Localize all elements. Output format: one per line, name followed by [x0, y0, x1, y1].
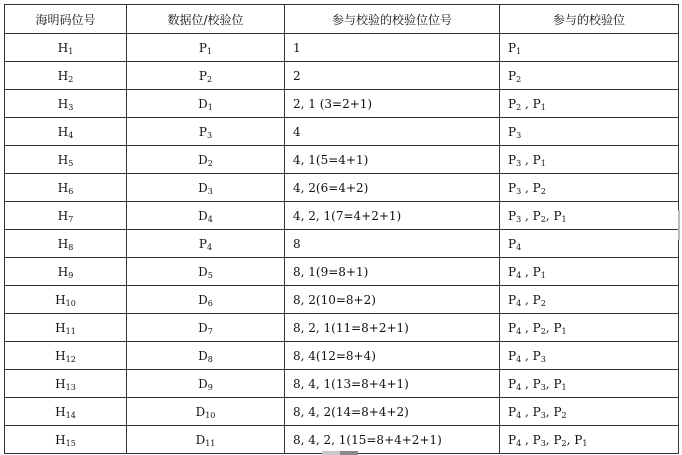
hamming-position-cell — [5, 146, 127, 174]
data-check-bit-cell-letter: D — [198, 264, 208, 279]
participating-checks-cell: $P_4$ , $P_3$, $P_2$, $P_1$ — [500, 426, 679, 454]
participating-positions-cell: 2, 1 (3=2+1) — [285, 90, 500, 118]
participating-checks-cell: $P_2$ , $P_1$ — [500, 90, 679, 118]
check-bit-index: 3 — [540, 382, 546, 392]
vertical-scrollbar-edge[interactable] — [678, 210, 680, 240]
check-bit-letter: P — [532, 152, 541, 167]
hamming-position-cell — [5, 286, 127, 314]
check-bit-index: 2 — [540, 214, 546, 224]
data-check-bit-cell — [127, 314, 285, 342]
hamming-position-cell — [5, 370, 127, 398]
data-check-bit-cell — [127, 258, 285, 286]
data-check-bit-cell-index: 10 — [205, 410, 216, 420]
check-bit-index: 1 — [561, 326, 567, 336]
hamming-position-cell — [5, 398, 127, 426]
check-bit-letter: P — [508, 320, 517, 335]
hamming-position-cell-index: 7 — [68, 214, 74, 224]
data-check-bit-cell — [127, 286, 285, 314]
check-bit-index: 3 — [516, 186, 522, 196]
participating-positions-cell: 4, 1(5=4+1) — [285, 146, 500, 174]
participating-positions-cell: 4 — [285, 118, 500, 146]
hamming-position-cell — [5, 118, 127, 146]
participating-checks-cell — [500, 118, 679, 146]
participating-positions-cell: 8, 4(12=8+4) — [285, 342, 500, 370]
hamming-position-cell — [5, 230, 127, 258]
table-row — [5, 286, 679, 314]
hamming-position-cell-letter: H — [57, 68, 69, 83]
check-bit-letter: P — [532, 208, 541, 223]
hamming-position-cell-letter: H — [57, 124, 69, 139]
hamming-position-cell — [5, 426, 127, 454]
table-row — [5, 62, 679, 90]
table-row — [5, 426, 679, 454]
header-hamming-position: 海明码位号 — [5, 5, 127, 34]
check-bit-letter: P — [532, 180, 541, 195]
table-row — [5, 202, 679, 230]
check-bit-index: 1 — [582, 438, 588, 448]
check-bit-letter: P — [508, 432, 517, 447]
hamming-position-cell-index: 2 — [68, 74, 74, 84]
hamming-position-cell-letter: H — [55, 292, 66, 307]
data-check-bit-cell-letter: P — [198, 124, 207, 139]
hamming-position-cell-index: 6 — [68, 186, 74, 196]
hamming-position-cell — [5, 342, 127, 370]
check-bit-index: 3 — [516, 214, 522, 224]
check-bit-index: 2 — [516, 102, 522, 112]
participating-positions-cell: 8, 4, 2(14=8+4+2) — [285, 398, 500, 426]
data-check-bit-cell-index: 8 — [207, 354, 213, 364]
data-check-bit-cell-letter: D — [195, 432, 206, 447]
table-row — [5, 230, 679, 258]
header-participating-checks: 参与的校验位 — [500, 5, 679, 34]
check-bit-letter: P — [532, 264, 541, 279]
hamming-position-cell-index: 13 — [65, 382, 76, 392]
check-bit-letter: P — [553, 208, 562, 223]
data-check-bit-cell — [127, 146, 285, 174]
check-bit-index: 2 — [561, 410, 567, 420]
hamming-position-cell-index: 9 — [68, 270, 74, 280]
check-bit-letter: P — [508, 236, 517, 251]
participating-positions-cell: 4, 2, 1(7=4+2+1) — [285, 202, 500, 230]
data-check-bit-cell — [127, 398, 285, 426]
check-bit-letter: P — [508, 40, 517, 55]
check-bit-letter: P — [508, 152, 517, 167]
check-bit-index: 1 — [561, 382, 567, 392]
data-check-bit-cell-letter: D — [198, 348, 208, 363]
data-check-bit-cell-letter: D — [195, 404, 206, 419]
check-bit-index: 4 — [516, 270, 522, 280]
check-bit-letter: P — [532, 292, 541, 307]
check-bit-index: 2 — [540, 326, 546, 336]
check-bit-index: 1 — [540, 270, 546, 280]
participating-positions-cell: 8, 4, 2, 1(15=8+4+2+1) — [285, 426, 500, 454]
data-check-bit-cell-letter: D — [198, 292, 208, 307]
data-check-bit-cell — [127, 62, 285, 90]
data-check-bit-cell — [127, 230, 285, 258]
hamming-position-cell-letter: H — [57, 96, 69, 111]
check-bit-index: 4 — [516, 242, 522, 252]
participating-checks-cell: $P_3$ , $P_2$, $P_1$ — [500, 202, 679, 230]
table-row — [5, 146, 679, 174]
participating-positions-cell: 8, 4, 1(13=8+4+1) — [285, 370, 500, 398]
hamming-position-cell-index: 10 — [65, 298, 76, 308]
check-bit-letter: P — [508, 208, 517, 223]
participating-checks-cell — [500, 230, 679, 258]
hamming-position-cell-letter: H — [57, 40, 69, 55]
participating-positions-cell: 8, 2, 1(11=8+2+1) — [285, 314, 500, 342]
participating-checks-cell — [500, 62, 679, 90]
data-check-bit-cell-letter: D — [198, 96, 208, 111]
hamming-position-cell-letter: H — [55, 376, 66, 391]
hamming-position-cell-letter: H — [57, 152, 69, 167]
data-check-bit-cell-index: 9 — [207, 382, 213, 392]
hamming-position-cell-index: 11 — [65, 326, 76, 336]
check-bit-index: 2 — [540, 186, 546, 196]
data-check-bit-cell-letter: D — [198, 376, 208, 391]
hamming-position-cell-letter: H — [57, 180, 69, 195]
data-check-bit-cell — [127, 342, 285, 370]
table-body — [5, 34, 679, 454]
header-row — [5, 5, 679, 34]
check-bit-letter: P — [508, 404, 517, 419]
data-check-bit-cell-index: 11 — [205, 438, 216, 448]
data-check-bit-cell — [127, 34, 285, 62]
check-bit-index: 3 — [540, 354, 546, 364]
participating-checks-cell: $P_4$ , $P_2$ — [500, 286, 679, 314]
check-bit-index: 1 — [540, 158, 546, 168]
participating-positions-cell: 2 — [285, 62, 500, 90]
table-row — [5, 174, 679, 202]
participating-positions-cell: 1 — [285, 34, 500, 62]
header-participating-positions: 参与校验的校验位位号 — [285, 5, 500, 34]
check-bit-index: 3 — [516, 158, 522, 168]
participating-checks-cell: $P_4$ , $P_1$ — [500, 258, 679, 286]
participating-positions-cell: 8, 1(9=8+1) — [285, 258, 500, 286]
table-row — [5, 398, 679, 426]
data-check-bit-cell-index: 2 — [206, 74, 213, 84]
hamming-position-cell-index: 3 — [68, 102, 74, 112]
check-bit-index: 1 — [540, 102, 546, 112]
data-check-bit-cell-letter: P — [198, 236, 207, 251]
check-bit-index: 2 — [561, 438, 567, 448]
hamming-position-cell — [5, 62, 127, 90]
check-bit-letter: P — [532, 432, 541, 447]
participating-positions-cell: 8 — [285, 230, 500, 258]
data-check-bit-cell — [127, 370, 285, 398]
check-bit-letter: P — [532, 96, 541, 111]
hamming-position-cell-index: 14 — [65, 410, 76, 420]
check-bit-letter: P — [508, 348, 517, 363]
hamming-table — [4, 4, 679, 454]
table-row — [5, 370, 679, 398]
check-bit-letter: P — [532, 376, 541, 391]
hamming-position-cell-letter: H — [55, 348, 66, 363]
data-check-bit-cell-index: 1 — [207, 102, 213, 112]
check-bit-letter: P — [553, 432, 562, 447]
data-check-bit-cell — [127, 118, 285, 146]
check-bit-letter: P — [508, 376, 517, 391]
check-bit-letter: P — [553, 320, 562, 335]
hamming-position-cell-letter: H — [57, 236, 69, 251]
check-bit-letter: P — [508, 180, 517, 195]
horizontal-scrollbar-handle[interactable] — [340, 451, 358, 455]
data-check-bit-cell-letter: D — [198, 208, 208, 223]
hamming-position-cell-letter: H — [55, 320, 66, 335]
header-data-check-bit: 数据位/校验位 — [127, 5, 285, 34]
data-check-bit-cell-index: 7 — [207, 326, 213, 336]
data-check-bit-cell — [127, 90, 285, 118]
data-check-bit-cell — [127, 426, 285, 454]
participating-checks-cell: $P_4$ , $P_3$, $P_1$ — [500, 370, 679, 398]
participating-checks-cell — [500, 34, 679, 62]
hamming-position-cell-letter: H — [55, 432, 66, 447]
data-check-bit-cell-letter: D — [198, 320, 208, 335]
check-bit-letter: P — [508, 68, 517, 83]
participating-checks-cell: $P_3$ , $P_1$ — [500, 146, 679, 174]
table-row — [5, 34, 679, 62]
hamming-position-cell — [5, 90, 127, 118]
hamming-position-cell-letter: H — [55, 404, 66, 419]
check-bit-letter: P — [508, 292, 517, 307]
data-check-bit-cell-index: 6 — [207, 298, 213, 308]
data-check-bit-cell-letter: P — [198, 40, 207, 55]
hamming-position-cell-index: 15 — [65, 438, 76, 448]
check-bit-index: 2 — [540, 298, 546, 308]
check-bit-index: 3 — [516, 130, 522, 140]
data-check-bit-cell-letter: P — [198, 68, 207, 83]
hamming-position-cell-letter: H — [57, 264, 69, 279]
participating-checks-cell: $P_4$ , $P_3$ — [500, 342, 679, 370]
data-check-bit-cell-index: 5 — [207, 270, 213, 280]
hamming-position-cell-index: 5 — [68, 158, 74, 168]
check-bit-index: 3 — [540, 438, 546, 448]
hamming-position-cell — [5, 258, 127, 286]
table-row — [5, 342, 679, 370]
participating-positions-cell: 4, 2(6=4+2) — [285, 174, 500, 202]
hamming-position-cell-index: 4 — [68, 130, 74, 140]
table-row — [5, 90, 679, 118]
check-bit-letter: P — [532, 404, 541, 419]
table-row — [5, 258, 679, 286]
data-check-bit-cell-letter: D — [198, 152, 208, 167]
check-bit-index: 4 — [516, 382, 522, 392]
check-bit-index: 1 — [561, 214, 567, 224]
check-bit-index: 4 — [516, 410, 522, 420]
check-bit-letter: P — [553, 404, 562, 419]
data-check-bit-cell-index: 3 — [206, 130, 213, 140]
participating-checks-cell: $P_3$ , $P_2$ — [500, 174, 679, 202]
data-check-bit-cell-index: 1 — [206, 46, 213, 56]
table-row — [5, 118, 679, 146]
table-row — [5, 314, 679, 342]
participating-positions-cell: 8, 2(10=8+2) — [285, 286, 500, 314]
check-bit-index: 3 — [540, 410, 546, 420]
data-check-bit-cell-index: 3 — [207, 186, 213, 196]
hamming-position-cell-letter: H — [57, 208, 69, 223]
data-check-bit-cell — [127, 174, 285, 202]
check-bit-index: 4 — [516, 354, 522, 364]
data-check-bit-cell — [127, 202, 285, 230]
participating-checks-cell: $P_4$ , $P_3$, $P_2$ — [500, 398, 679, 426]
data-check-bit-cell-index: 4 — [206, 242, 213, 252]
check-bit-index: 4 — [516, 438, 522, 448]
check-bit-index: 1 — [516, 46, 522, 56]
data-check-bit-cell-index: 2 — [207, 158, 213, 168]
check-bit-index: 2 — [516, 74, 522, 84]
participating-checks-cell: $P_4$ , $P_2$, $P_1$ — [500, 314, 679, 342]
check-bit-letter: P — [508, 96, 517, 111]
check-bit-letter: P — [532, 320, 541, 335]
hamming-position-cell — [5, 314, 127, 342]
hamming-position-cell — [5, 34, 127, 62]
hamming-position-cell — [5, 202, 127, 230]
check-bit-letter: P — [508, 264, 517, 279]
check-bit-letter: P — [574, 432, 583, 447]
check-bit-letter: P — [532, 348, 541, 363]
hamming-position-cell-index: 1 — [68, 46, 74, 56]
check-bit-index: 4 — [516, 298, 522, 308]
data-check-bit-cell-index: 4 — [207, 214, 213, 224]
hamming-position-cell-index: 8 — [68, 242, 74, 252]
hamming-position-cell-index: 12 — [65, 354, 76, 364]
data-check-bit-cell-letter: D — [198, 180, 208, 195]
check-bit-letter: P — [508, 124, 517, 139]
check-bit-index: 4 — [516, 326, 522, 336]
hamming-position-cell — [5, 174, 127, 202]
check-bit-letter: P — [553, 376, 562, 391]
